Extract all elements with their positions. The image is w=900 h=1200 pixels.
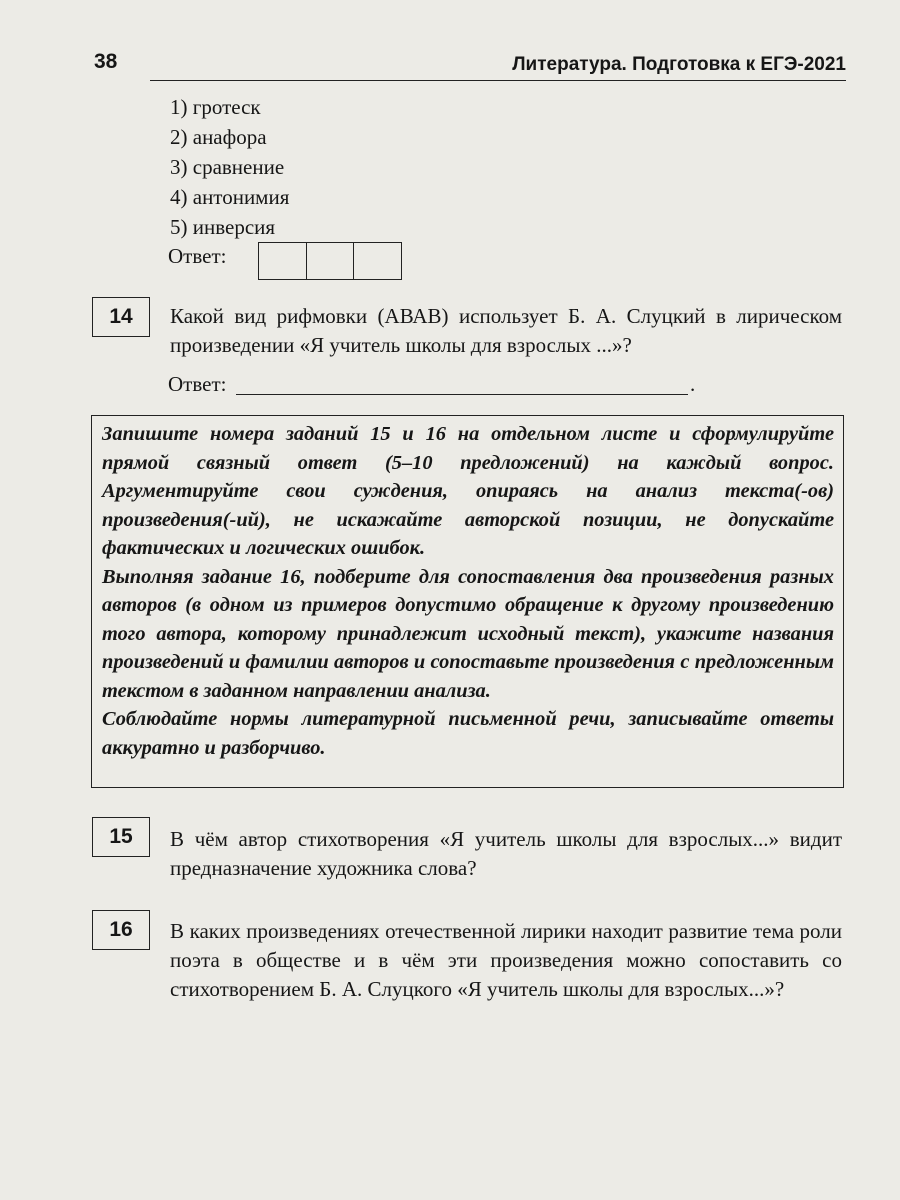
question-16-text: В каких произведениях отечественной лирики находит развитие тема роли поэта в обществе и в чём эти произведения можно сопоставить со стихотворением Б. А. Слуцкого «Я учитель школы для взрослых...»? [170, 919, 842, 1001]
question-14-text: Какой вид рифмовки (АВАВ) использует Б. А. Слуцкий в лирическом произведении «Я учитель школы для взрослых ...»? [170, 304, 842, 357]
answer-cell[interactable] [354, 243, 401, 279]
option-item: 1) гротеск [170, 95, 261, 119]
answer-line-14[interactable] [236, 394, 688, 395]
answer-label: Ответ: [168, 244, 227, 268]
answer-cell[interactable] [259, 243, 307, 279]
option-item: 4) антонимия [170, 185, 290, 209]
running-title: Литература. Подготовка к ЕГЭ-2021 [512, 54, 846, 75]
question-15-text: В чём автор стихотворения «Я учитель школы для взрослых...» видит предназначение художника слова? [170, 827, 842, 880]
question-number-14: 14 [92, 297, 150, 337]
answer-label-14: Ответ: [168, 372, 227, 396]
instruction-paragraph: Запишите номера заданий 15 и 16 на отдельном листе и сформулируйте прямой связный ответ (5–10 предложений) на каждый вопрос. Аргументируйте свои суждения, опираясь на анализ текста(-ов) произведения(-ий), не искажайте авторской позиции, не допускайте фактических и логических ошибок. [102, 423, 834, 559]
question-number-15: 15 [92, 817, 150, 857]
option-item: 5) инверсия [170, 215, 276, 239]
option-item: 3) сравнение [170, 155, 285, 179]
question-number-16: 16 [92, 910, 150, 950]
instruction-paragraph: Соблюдайте нормы литературной письменной речи, записывайте ответы аккуратно и разборчиво. [102, 708, 834, 759]
answer-cell[interactable] [307, 243, 355, 279]
instructions-block [102, 420, 834, 762]
instruction-paragraph: Выполняя задание 16, подберите для сопоставления два произведения разных авторов (в одном из примеров допустимо обращение к другому произведению того автора, которому принадлежит исходный текст), укажите названия произведений и фамилии авторов и сопоставьте произведения с предложенным текстом в заданном направлении анализа. [102, 565, 834, 702]
answer-line-end: . [690, 372, 696, 396]
answer-cells[interactable] [258, 242, 402, 280]
answer-options-list [170, 92, 289, 242]
option-item: 2) анафора [170, 125, 267, 149]
header-rule [150, 80, 846, 81]
page-number: 38 [94, 50, 118, 73]
